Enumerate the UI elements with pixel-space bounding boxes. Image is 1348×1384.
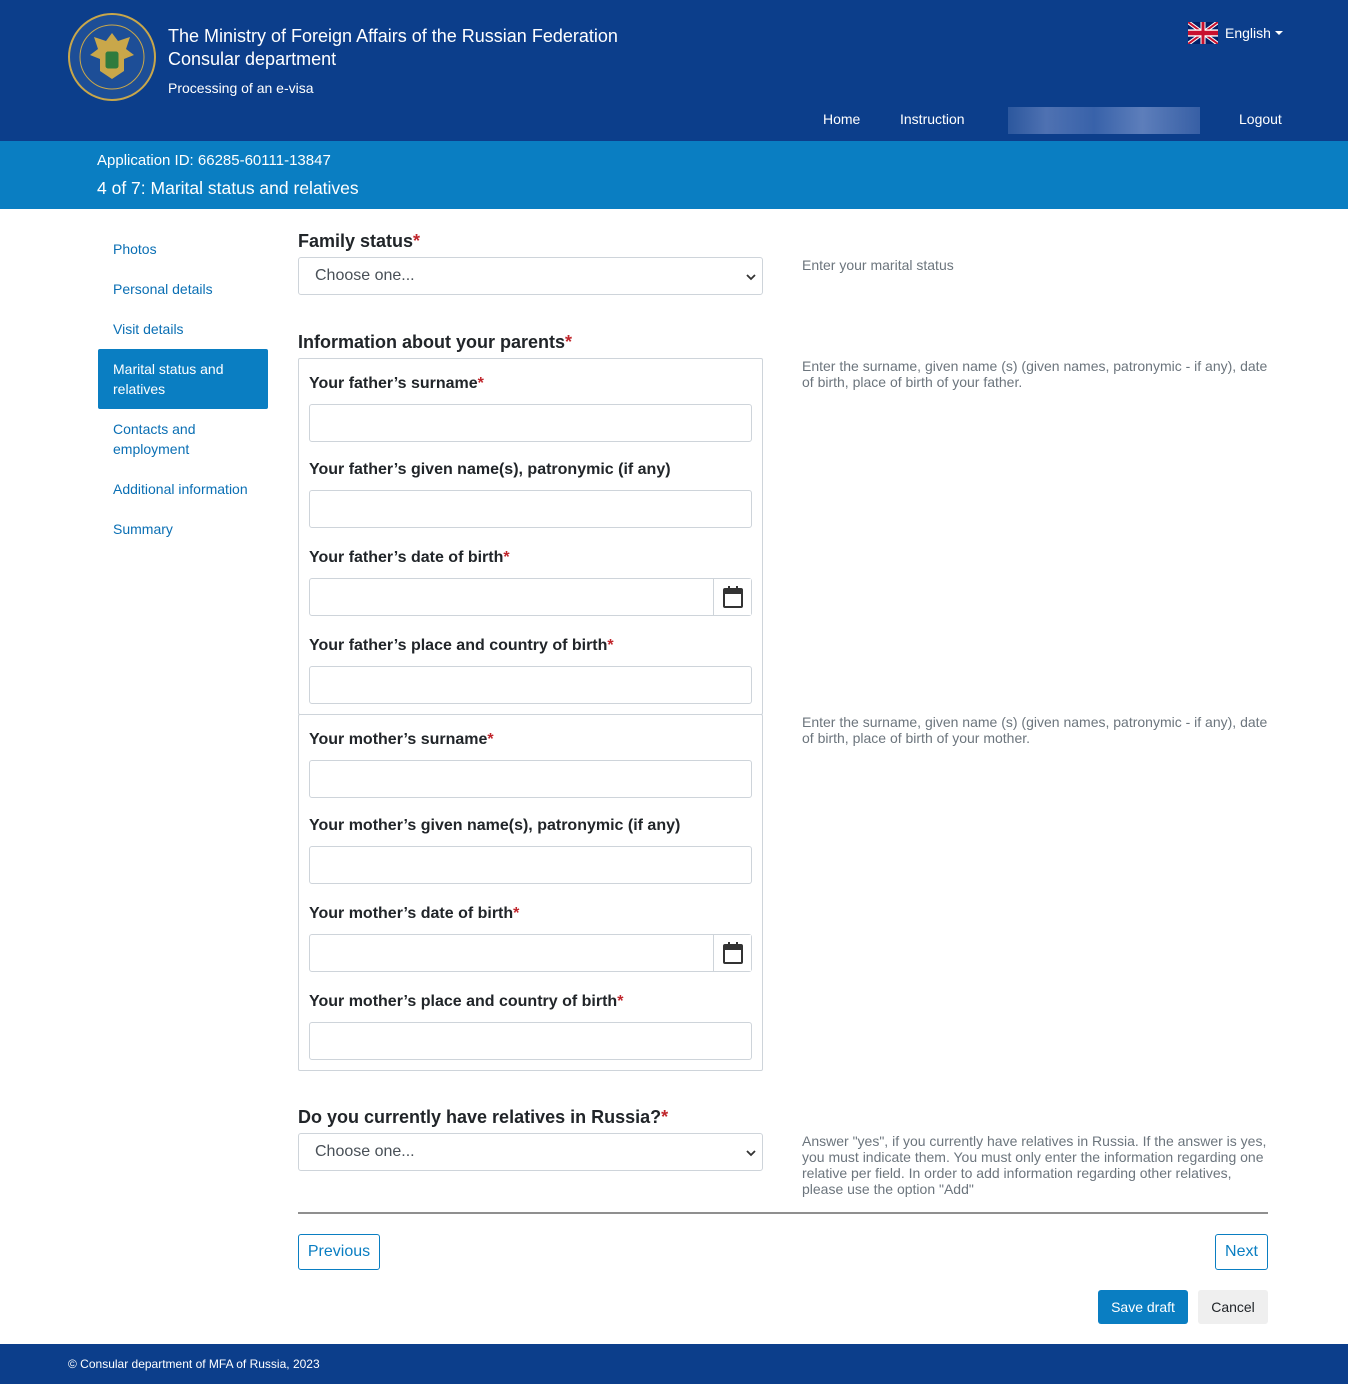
sidebar-item-summary[interactable]: Summary	[113, 521, 173, 537]
relatives-select-value: Choose one...	[315, 1143, 415, 1160]
language-selector[interactable]	[1188, 22, 1283, 44]
parents-section-label-text: Information about your parents	[298, 332, 566, 352]
family-status-select[interactable]	[298, 257, 763, 295]
father-birthplace-label	[309, 636, 614, 656]
relatives-label-text: Do you currently have relatives in Russia?	[298, 1107, 662, 1127]
language-label: English	[1225, 25, 1271, 41]
required-marker: *	[565, 332, 573, 352]
previous-button[interactable]: Previous	[298, 1234, 380, 1270]
mother-birthplace-label	[309, 992, 623, 1012]
mother-surname-input[interactable]	[309, 760, 752, 798]
mother-surname-label	[309, 730, 494, 750]
sidebar-item-visit-details[interactable]: Visit details	[113, 321, 184, 337]
family-status-label-text: Family status	[298, 231, 414, 251]
father-dob-label	[309, 548, 510, 568]
father-dob-label-text: Your father’s date of birth	[309, 549, 504, 566]
site-footer	[0, 1344, 1348, 1384]
nav-home-link[interactable]: Home	[823, 111, 861, 127]
next-button[interactable]: Next	[1215, 1234, 1268, 1270]
step-title: 4 of 7: Marital status and relatives	[97, 178, 359, 198]
uk-flag-icon	[1188, 22, 1218, 44]
mother-birthplace-input[interactable]	[309, 1022, 752, 1060]
father-surname-input[interactable]	[309, 404, 752, 442]
mother-birthplace-label-text: Your mother’s place and country of birth	[309, 993, 618, 1010]
father-help: Enter the surname, given name (s) (given names, patronymic - if any), date of birth, place of birth of your father.	[802, 358, 1268, 390]
application-bar	[0, 141, 1348, 209]
mother-surname-label-text: Your mother’s surname	[309, 731, 488, 748]
sidebar-item-personal-details[interactable]: Personal details	[113, 281, 213, 297]
nav-logout-link[interactable]: Logout	[1239, 111, 1282, 127]
sidebar-item-marital-status[interactable]: Marital status and relatives	[98, 349, 268, 409]
save-draft-button[interactable]: Save draft	[1098, 1290, 1188, 1324]
required-marker: *	[413, 231, 421, 251]
father-given-names-input[interactable]	[309, 490, 752, 528]
footer-copyright: © Consular department of MFA of Russia, 2023	[68, 1357, 320, 1371]
mother-given-names-input[interactable]	[309, 846, 752, 884]
father-given-names-label: Your father’s given name(s), patronymic (if any)	[309, 461, 671, 478]
required-marker: *	[477, 375, 484, 392]
chevron-down-icon	[746, 272, 756, 282]
father-surname-label	[309, 374, 484, 394]
parents-section-label	[298, 331, 572, 353]
required-marker: *	[513, 905, 520, 922]
calendar-icon	[723, 586, 743, 608]
application-id: Application ID: 66285-60111-13847	[97, 152, 331, 169]
mother-help: Enter the surname, given name (s) (given names, patronymic - if any), date of birth, place of birth of your mother.	[802, 714, 1268, 746]
sidebar-item-contacts-employment[interactable]: Contacts and employment	[113, 421, 196, 457]
header-title-line2: Consular department	[168, 49, 337, 69]
mother-dob-calendar-button[interactable]	[713, 935, 751, 971]
father-birthplace-label-text: Your father’s place and country of birth	[309, 637, 608, 654]
mother-dob-label-text: Your mother’s date of birth	[309, 905, 514, 922]
required-marker: *	[487, 731, 494, 748]
relatives-help: Answer "yes", if you currently have relatives in Russia. If the answer is yes, you must indicate them. You must only enter the information regarding one relative per field. In order to add information regarding other relatives, please use the option "Add"	[802, 1133, 1267, 1197]
cancel-button[interactable]: Cancel	[1198, 1290, 1268, 1324]
caret-down-icon	[1275, 31, 1283, 35]
mother-dob-label	[309, 904, 519, 924]
father-dob-input[interactable]	[309, 578, 752, 616]
sidebar-item-photos[interactable]: Photos	[113, 241, 157, 257]
header-subtitle: Processing of an e-visa	[168, 80, 314, 96]
nav-instruction-link[interactable]: Instruction	[900, 111, 965, 127]
required-marker: *	[661, 1107, 669, 1127]
required-marker: *	[503, 549, 510, 566]
ministry-emblem-logo	[68, 13, 156, 101]
father-birthplace-input[interactable]	[309, 666, 752, 704]
family-status-label	[298, 230, 420, 252]
family-status-select-value: Choose one...	[315, 267, 415, 284]
site-header	[0, 0, 1348, 141]
mother-given-names-label: Your mother’s given name(s), patronymic (if any)	[309, 817, 681, 834]
mother-dob-input[interactable]	[309, 934, 752, 972]
required-marker: *	[607, 637, 614, 654]
father-dob-calendar-button[interactable]	[713, 579, 751, 615]
user-name-redacted	[1008, 107, 1200, 134]
chevron-down-icon	[746, 1148, 756, 1158]
calendar-icon	[723, 942, 743, 964]
family-status-help: Enter your marital status	[802, 257, 954, 273]
form-divider	[298, 1212, 1268, 1214]
header-title-line1: The Ministry of Foreign Affairs of the Russian Federation	[168, 26, 618, 46]
relatives-label	[298, 1106, 668, 1128]
father-surname-label-text: Your father’s surname	[309, 375, 478, 392]
sidebar-item-additional-information[interactable]: Additional information	[113, 481, 248, 497]
required-marker: *	[617, 993, 624, 1010]
relatives-select[interactable]	[298, 1133, 763, 1171]
